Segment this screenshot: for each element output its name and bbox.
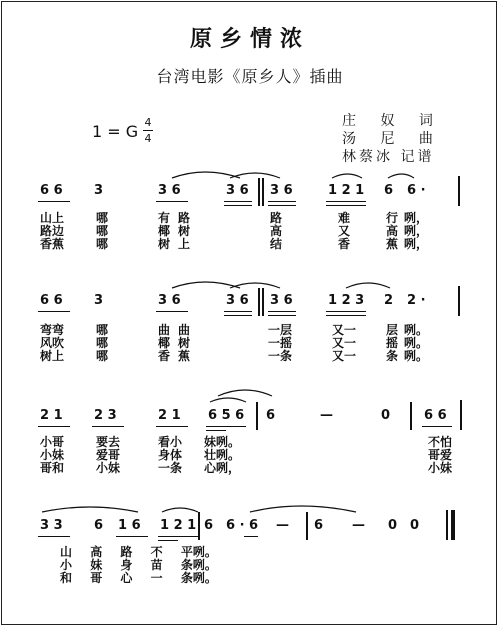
lyric-cell: 条 <box>180 571 193 585</box>
barline <box>262 288 264 316</box>
note-group: 1 2 1 <box>160 518 197 533</box>
lyric-cell: 壮咧。 <box>204 448 241 462</box>
lyric-cell: 心 <box>120 571 133 585</box>
lyric-cell: 苗 <box>150 558 163 572</box>
lyric-cell: 哥 <box>90 571 103 585</box>
lyric-cell: 风吹 <box>40 336 65 350</box>
lyric-cell: 香 <box>338 237 351 251</box>
lyric-cell: 咧， <box>404 224 429 238</box>
underline <box>38 426 70 427</box>
note-group: 6 6 <box>40 293 63 308</box>
lyric-cell: 小哥 <box>40 435 65 449</box>
underline <box>92 426 124 427</box>
underline <box>156 201 188 202</box>
underline <box>38 201 70 202</box>
lyric-cell: 高 <box>90 545 103 559</box>
lyric-cell: 路 <box>270 211 283 225</box>
lyric-cell: 条 <box>386 349 399 363</box>
lyric-line <box>60 572 260 585</box>
lyric-cell: 一 <box>150 571 163 585</box>
song-subtitle: 台湾电影《原乡人》插曲 <box>156 67 344 86</box>
lyric-cell: 咧， <box>404 211 429 225</box>
lyric-cell: 高 <box>386 224 399 238</box>
lyric-cell: 弯弯 <box>40 323 65 337</box>
lyric-cell: 平 <box>180 545 193 559</box>
lyric-cell: 不 <box>150 545 163 559</box>
note-group: 6 <box>266 408 276 423</box>
lyric-cell: 小妹 <box>96 461 121 475</box>
final-barline-thin <box>446 510 448 540</box>
lyric-cell: 条 <box>180 558 193 572</box>
lyric-cell: 山 <box>60 545 73 559</box>
lyric-cell: 一层 <box>268 323 293 337</box>
note-group: — <box>352 518 365 533</box>
lyric-cell: 身 <box>120 558 133 572</box>
lyric-cell: 香蕉 <box>40 237 65 251</box>
note-group: 2 <box>384 293 394 308</box>
lyric-cell: 看小 <box>158 435 183 449</box>
lyric-cell: 不怕 <box>428 435 453 449</box>
note-group: 6 5 6 <box>208 408 245 423</box>
underline <box>156 311 188 312</box>
lyric-cell: 小 <box>60 558 73 572</box>
note-group: 2 1 <box>40 408 63 423</box>
underline <box>158 536 198 537</box>
lyric-cell: 哪 <box>96 211 109 225</box>
note-group: 3 6 <box>226 183 249 198</box>
lyric-cell: 身体 <box>158 448 183 462</box>
underline <box>268 205 296 206</box>
note-group: 2 3 <box>94 408 117 423</box>
note-group: 3 6 <box>270 183 293 198</box>
lyric-cell: 又一 <box>332 349 357 363</box>
meter-top: 4 <box>144 116 152 129</box>
underline <box>268 311 296 312</box>
lyric-cell: 层 <box>386 323 399 337</box>
note-group: 0 <box>388 518 398 533</box>
lyric-cell: 一条 <box>268 349 293 363</box>
note-group: 6 · <box>407 183 426 198</box>
lyric-cell: 香蕉 <box>158 349 199 363</box>
lyric-cell: 哥和 <box>40 461 65 475</box>
underline <box>38 311 70 312</box>
note-group: 3 <box>94 183 104 198</box>
lyric-cell: 哪 <box>96 336 109 350</box>
underline <box>422 426 452 427</box>
lyric-cell: 又 <box>338 224 351 238</box>
lyric-cell: 路边 <box>40 224 65 238</box>
note-group: 6 <box>204 518 214 533</box>
note-group: 3 6 <box>270 293 293 308</box>
lyric-cell: 高 <box>270 224 283 238</box>
lyric-cell: 咧。 <box>192 558 217 572</box>
lyric-cell: 蕉 <box>386 237 399 251</box>
note-group: 6 <box>384 183 394 198</box>
note-group: — <box>276 518 289 533</box>
underline <box>268 201 296 202</box>
note-group: 3 6 <box>158 183 181 198</box>
meter-bottom: 4 <box>144 132 152 145</box>
lyric-cell: 有路 <box>158 211 199 225</box>
lyric-cell: 小妹 <box>428 461 453 475</box>
note-group: 3 6 <box>158 293 181 308</box>
lyric-cell: 难 <box>338 211 351 225</box>
lyric-cell: 行 <box>386 211 399 225</box>
lyric-cell: 哪 <box>96 349 109 363</box>
lyric-cell: 爱哥 <box>96 448 121 462</box>
barline <box>198 512 200 540</box>
lyric-cell: 咧， <box>404 237 429 251</box>
meter-bar <box>143 130 153 131</box>
lyric-cell: 心咧， <box>204 461 241 475</box>
lyric-cell: 路 <box>120 545 133 559</box>
composer-credit: 汤 尼 曲 <box>342 131 443 147</box>
lyric-cell: 树上 <box>40 349 65 363</box>
lyric-cell: 妹咧。 <box>204 435 241 449</box>
note-group: 6 <box>314 518 324 533</box>
lyric-cell: 树上 <box>158 237 199 251</box>
note-group: 3 3 <box>40 518 63 533</box>
note-group: 2 · <box>407 293 426 308</box>
lyric-cell: 妹 <box>90 558 103 572</box>
underline <box>206 430 226 431</box>
note-group: 6 6 <box>424 408 447 423</box>
note-group: 6 6 <box>40 183 63 198</box>
underline <box>224 201 252 202</box>
lyric-cell: 哪 <box>96 323 109 337</box>
key-signature: 1 = G <box>92 122 139 141</box>
barline <box>258 178 260 206</box>
lyric-cell: 哪 <box>96 224 109 238</box>
lyric-cell: 曲曲 <box>158 323 199 337</box>
lyric-cell: 椰树 <box>158 336 199 350</box>
note-group: 3 6 <box>226 293 249 308</box>
lyric-cell: 一摇 <box>268 336 293 350</box>
underline <box>224 315 252 316</box>
underline <box>326 205 366 206</box>
lyric-cell: 和 <box>60 571 73 585</box>
underline <box>206 426 246 427</box>
lyric-cell: 小妹 <box>40 448 65 462</box>
note-group: 0 <box>410 518 420 533</box>
lyric-cell: 咧。 <box>404 349 429 363</box>
lyric-cell: 山上 <box>40 211 65 225</box>
underline <box>224 205 252 206</box>
lyric-cell: 一条 <box>158 461 183 475</box>
lyric-cell: 要去 <box>96 435 121 449</box>
barline <box>262 178 264 206</box>
lyric-cell: 摇 <box>386 336 399 350</box>
lyric-cell: 咧。 <box>404 336 429 350</box>
underline <box>244 536 258 537</box>
note-group: 1 2 3 <box>328 293 365 308</box>
underline <box>224 311 252 312</box>
lyric-cell: 哥爱 <box>428 448 453 462</box>
barline <box>410 402 412 430</box>
lyric-cell: 又一 <box>332 323 357 337</box>
note-group: 1 2 1 <box>328 183 365 198</box>
note-group: 1 6 <box>118 518 141 533</box>
underline <box>156 426 188 427</box>
barline <box>460 400 462 430</box>
lyric-cell: 哪 <box>96 237 109 251</box>
lyric-cell: 结 <box>270 237 283 251</box>
barline <box>458 286 460 316</box>
barline <box>306 512 308 540</box>
underline <box>116 536 148 537</box>
note-group: 6 · 6 <box>226 518 259 533</box>
barline <box>458 176 460 206</box>
lyric-cell: 椰树 <box>158 224 199 238</box>
note-group: 0 <box>381 408 391 423</box>
underline <box>326 311 366 312</box>
note-group: 3 <box>94 293 104 308</box>
lyric-cell: 咧。 <box>404 323 429 337</box>
lyric-cell: 咧。 <box>192 571 217 585</box>
lyricist-credit: 庄 奴 词 <box>342 113 443 129</box>
underline <box>158 540 178 541</box>
note-group: 6 <box>94 518 104 533</box>
barline <box>256 402 258 430</box>
underline <box>38 536 70 537</box>
time-signature <box>143 116 153 145</box>
underline <box>326 315 366 316</box>
note-group: 2 1 <box>158 408 181 423</box>
final-barline-thick <box>451 510 455 540</box>
lyric-cell: 又一 <box>332 336 357 350</box>
underline <box>326 201 366 202</box>
transcriber-credit: 林蔡冰 记谱 <box>342 149 435 165</box>
lyric-cell: 咧。 <box>192 545 217 559</box>
underline <box>268 315 296 316</box>
note-group: — <box>320 408 333 423</box>
barline <box>258 288 260 316</box>
song-title: 原乡情浓 <box>189 26 310 52</box>
